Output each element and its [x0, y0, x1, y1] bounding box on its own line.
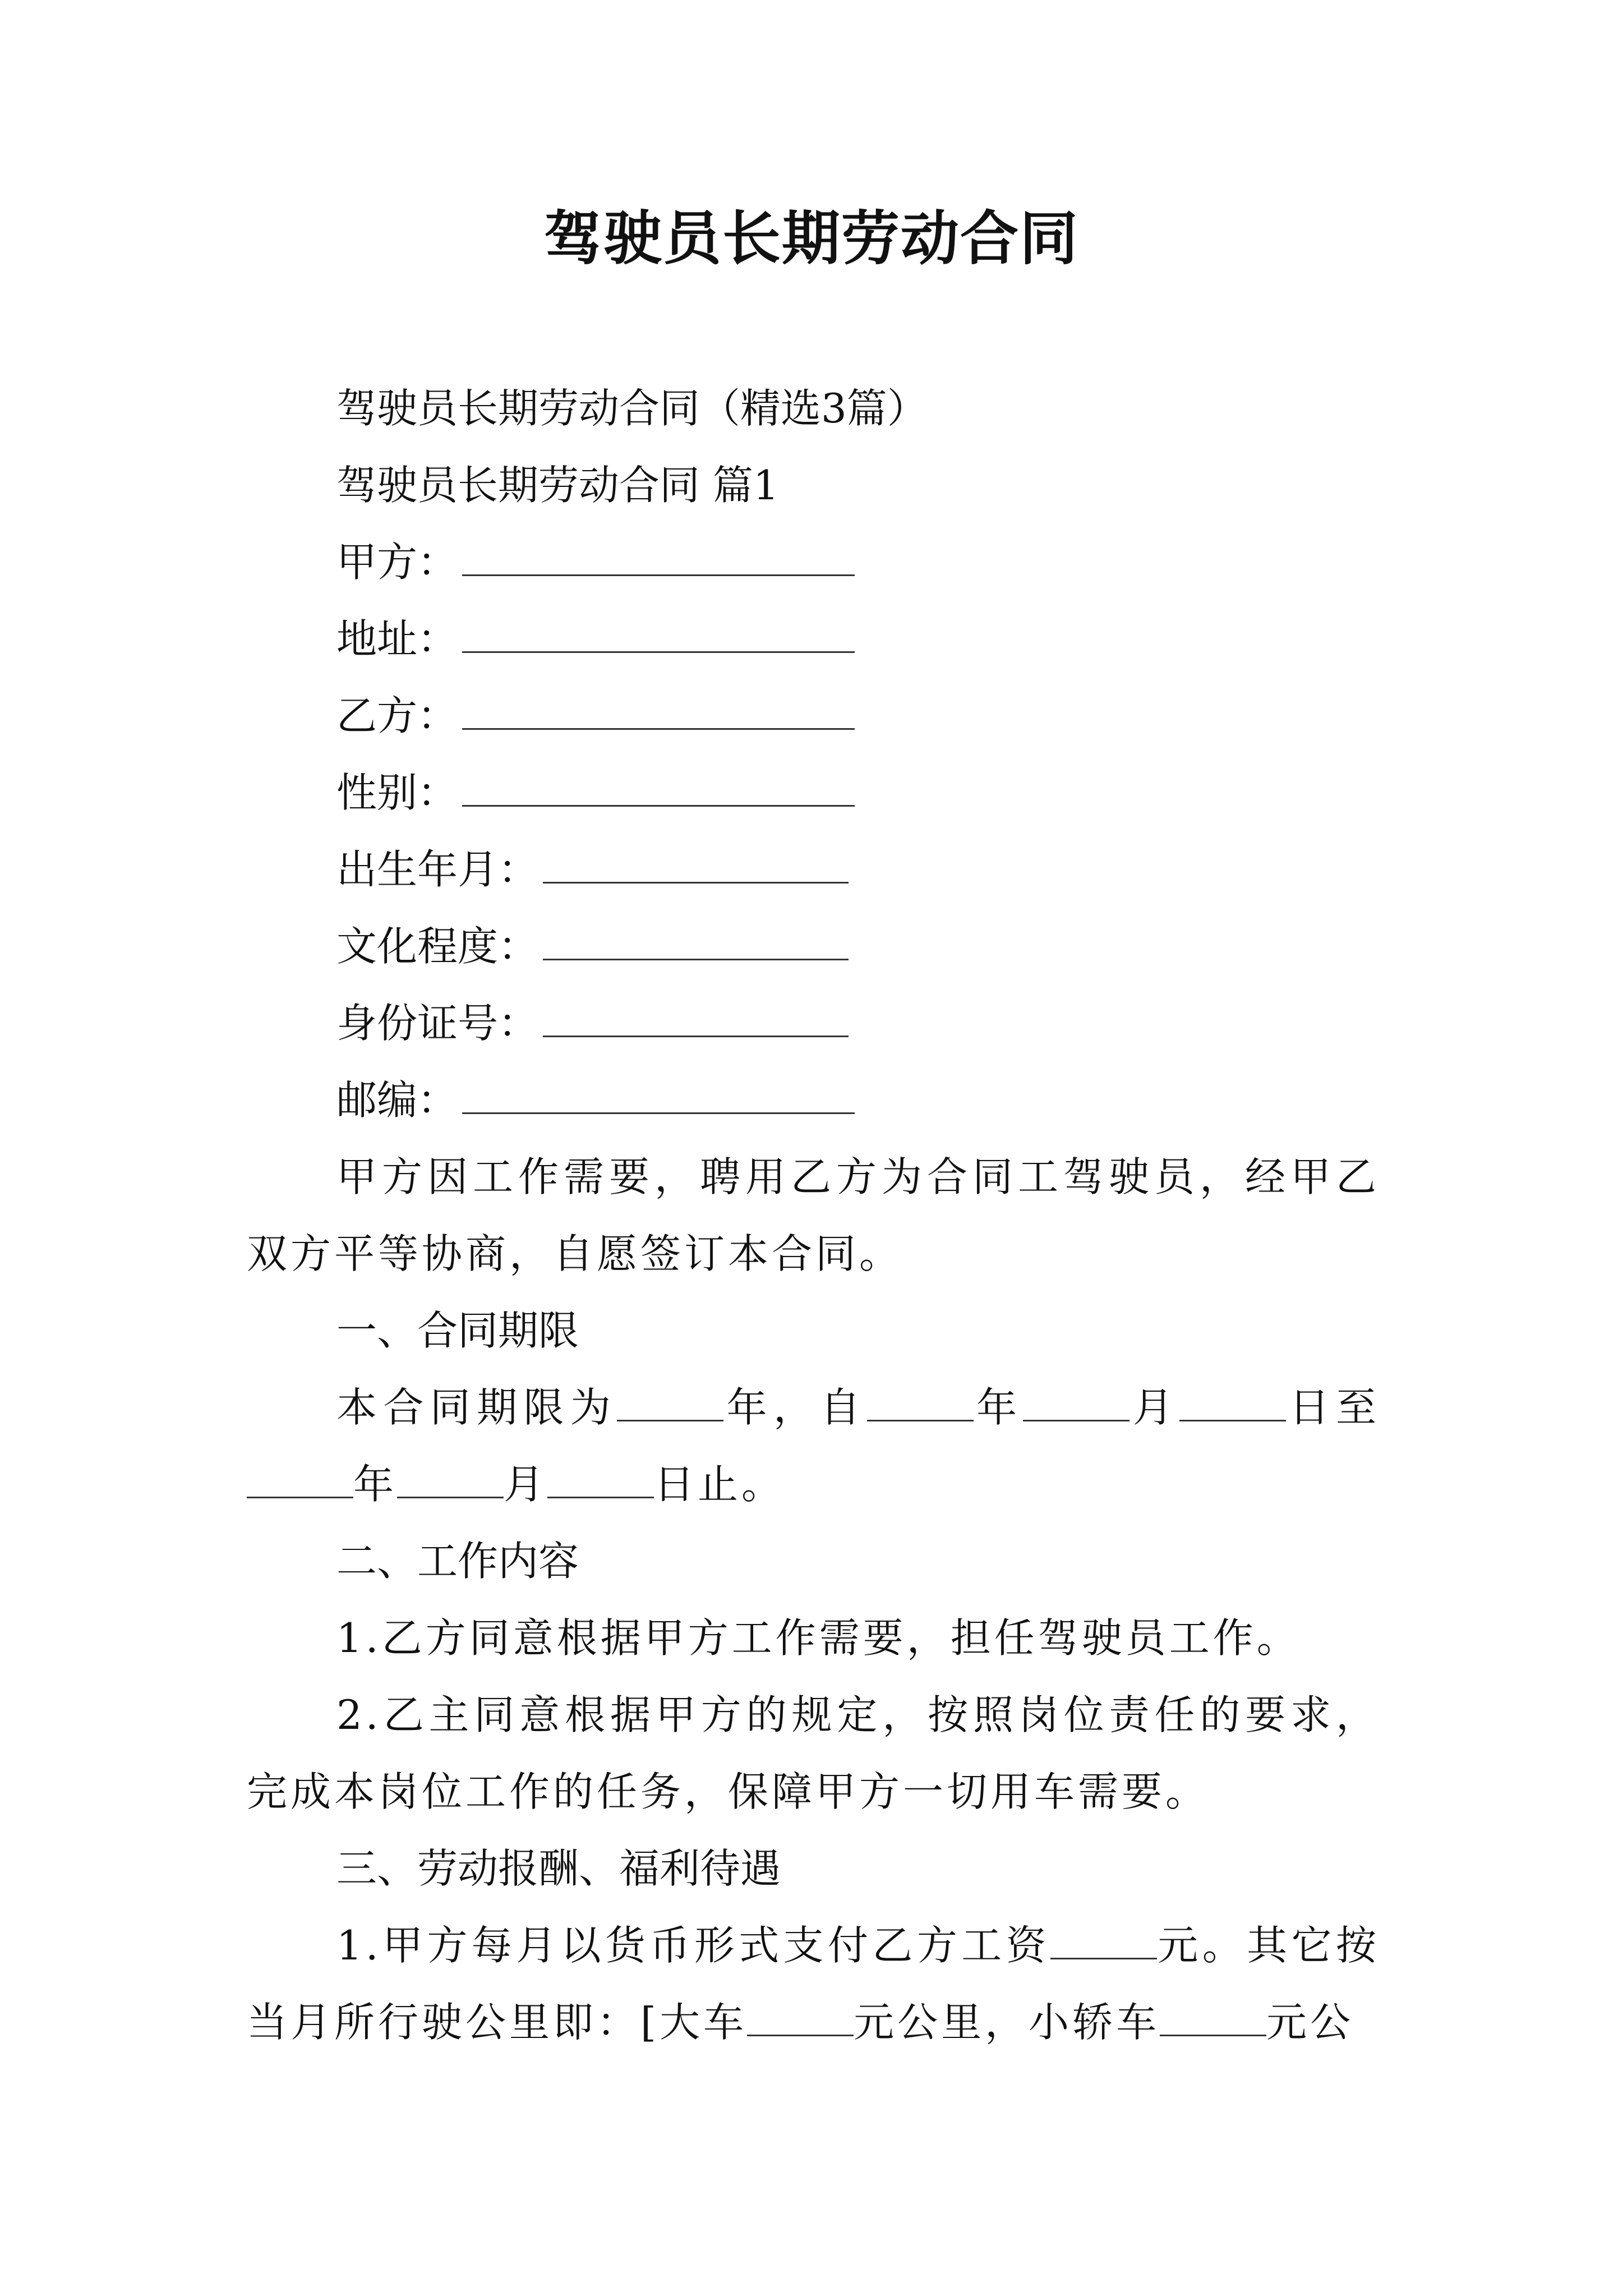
text-run: 日止。	[654, 1461, 786, 1508]
fill-in-line	[543, 959, 849, 960]
field-party-a	[247, 524, 1380, 601]
fill-in-line	[747, 2035, 854, 2036]
fill-in-line	[543, 1036, 849, 1037]
section-2-item-1: 1.乙方同意根据甲方工作需要，担任驾驶员工作。	[336, 1614, 1301, 1662]
fill-in-line	[397, 1497, 504, 1498]
section-heading: 驾驶员长期劳动合同 篇1	[336, 462, 779, 509]
field-party-b	[247, 678, 1380, 754]
text-run: 元。其它按当月所行驶公里即：[大车	[247, 1922, 1380, 2046]
fill-in-line	[617, 1420, 723, 1421]
section-1-heading: 一、合同期限	[336, 1307, 579, 1354]
document-body	[247, 370, 1380, 2061]
text-run: 月	[504, 1461, 548, 1508]
fill-in-line	[462, 1112, 855, 1114]
text-run: 年	[353, 1461, 398, 1508]
field-label: 性别：	[336, 769, 458, 816]
fill-in-line	[547, 1497, 654, 1498]
text-run: 元公	[1266, 1999, 1354, 2046]
field-label: 地址：	[336, 615, 458, 662]
document-title: 驾驶员长期劳动合同	[543, 204, 1079, 273]
text-run: 日至	[1286, 1384, 1380, 1431]
text-run: 年	[973, 1384, 1023, 1431]
field-label: 邮编：	[336, 1076, 458, 1124]
fill-in-line	[1160, 2035, 1266, 2036]
section-3-item-1	[247, 1907, 1380, 2061]
field-label: 甲方：	[336, 539, 458, 586]
field-label: 出生年月：	[336, 846, 539, 893]
document-subtitle: 驾驶员长期劳动合同（精选3篇）	[336, 385, 928, 432]
section-2-item-2: 2.乙主同意根据甲方的规定，按照岗位责任的要求，完成本岗位工作的任务，保障甲方一切用车需要。	[247, 1691, 1380, 1815]
field-gender	[247, 754, 1380, 831]
intro-paragraph: 甲方因工作需要，聘用乙方为合同工驾驶员，经甲乙双方平等协商，自愿签订本合同。	[247, 1153, 1380, 1277]
text-run: 月	[1129, 1384, 1180, 1431]
text-run: 1.甲方每月以货币形式支付乙方工资	[336, 1922, 1051, 1969]
text-run: 年，自	[723, 1384, 867, 1431]
field-id-number	[247, 985, 1380, 1062]
fill-in-line	[247, 1497, 353, 1498]
fill-in-line	[1023, 1420, 1129, 1421]
fill-in-line	[1050, 1958, 1157, 1959]
field-education	[247, 908, 1380, 985]
fill-in-line	[462, 574, 855, 576]
fill-in-line	[1179, 1420, 1286, 1421]
section-2-heading: 二、工作内容	[336, 1538, 579, 1585]
fill-in-line	[543, 882, 849, 884]
field-postcode	[247, 1062, 1380, 1139]
section-3-heading: 三、劳动报酬、福利待遇	[336, 1845, 781, 1892]
field-birth-date	[247, 831, 1380, 908]
text-run: 元公里，小轿车	[854, 1999, 1160, 2046]
fill-in-line	[867, 1420, 974, 1421]
field-label: 文化程度：	[336, 923, 539, 970]
contract-term-paragraph	[247, 1369, 1380, 1523]
text-run: 本合同期限为	[336, 1384, 617, 1431]
field-address	[247, 601, 1380, 678]
fill-in-line	[462, 728, 855, 730]
field-label: 乙方：	[336, 692, 458, 739]
fill-in-line	[462, 651, 855, 653]
fill-in-line	[462, 805, 855, 807]
field-label: 身份证号：	[336, 1000, 539, 1047]
